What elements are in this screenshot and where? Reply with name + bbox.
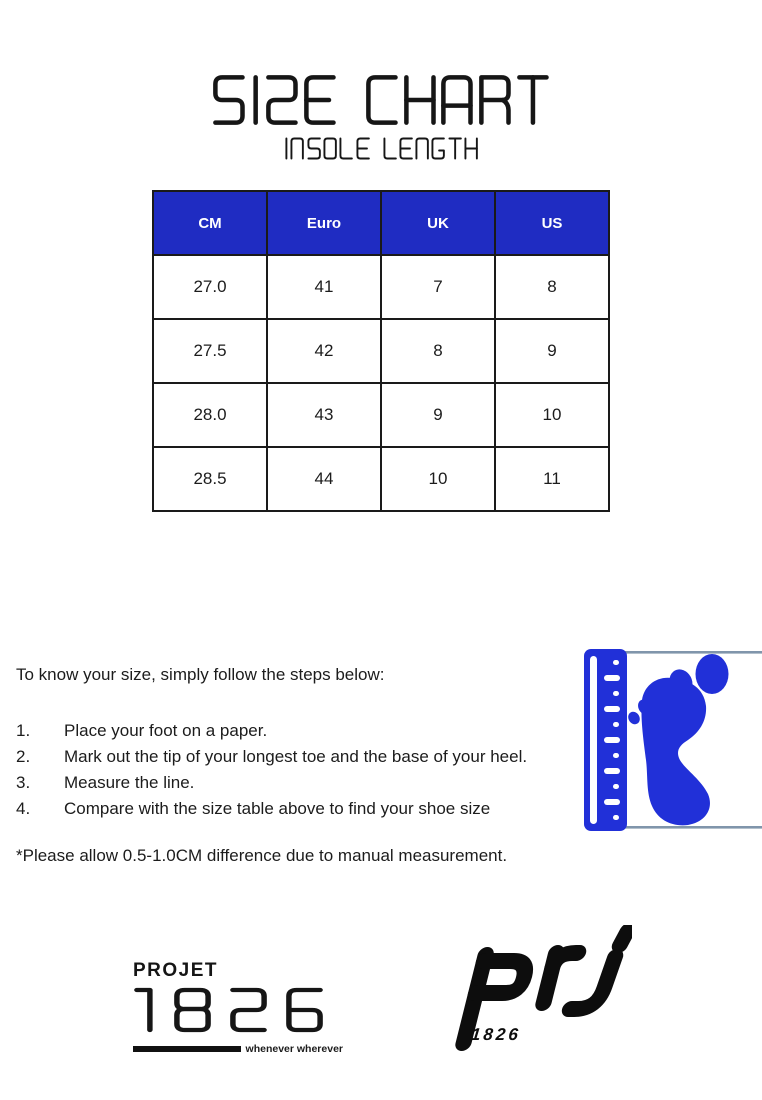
size-cell: 28.0 [153,383,267,447]
prj-logo [447,925,632,1055]
projet-logo-bottom [133,1043,343,1055]
table-row [153,319,609,383]
size-cell: 43 [267,383,381,447]
step-list [16,718,582,822]
column-header-uk: UK [381,191,495,255]
step-item [16,718,582,744]
projet-number [133,987,343,1033]
frame-top-line [624,651,762,654]
size-cell: 41 [267,255,381,319]
column-header-euro: Euro [267,191,381,255]
column-header-cm: CM [153,191,267,255]
page-title [0,74,762,126]
frame-bottom-line [624,826,762,829]
table-row [153,255,609,319]
step-number: 1. [16,721,31,740]
size-cell: 27.5 [153,319,267,383]
footprint-icon [626,654,729,825]
step-text: Place your foot on a paper. [64,721,268,740]
prj-number: 1826 [470,1025,522,1044]
size-cell: 44 [267,447,381,511]
page-subtitle [0,137,762,160]
step-item [16,796,582,822]
step-text: Mark out the tip of your longest toe and the base of your heel. [64,747,528,766]
size-cell: 11 [495,447,609,511]
size-cell: 8 [495,255,609,319]
projet-tagline: whenever wherever [245,1043,343,1055]
size-cell: 28.5 [153,447,267,511]
size-cell: 27.0 [153,255,267,319]
size-cell: 7 [381,255,495,319]
size-table [152,190,610,512]
step-text: Compare with the size table above to find your shoe size [64,799,491,818]
size-cell: 8 [381,319,495,383]
step-item [16,744,582,770]
size-table-header-row [153,191,609,255]
size-cell: 42 [267,319,381,383]
step-number: 2. [16,747,31,766]
step-item [16,770,582,796]
ruler-icon [584,649,627,831]
projet-divider-bar [133,1046,241,1052]
size-cell: 9 [495,319,609,383]
projet-logo [133,960,343,1055]
column-header-us: US [495,191,609,255]
step-number: 4. [16,799,31,818]
measurement-note: *Please allow 0.5-1.0CM difference due to manual measurement. [16,846,508,865]
table-row [153,383,609,447]
size-cell: 10 [495,383,609,447]
size-cell: 9 [381,383,495,447]
size-cell: 10 [381,447,495,511]
instructions-section [16,662,582,822]
projet-brand-text: PROJET [133,960,219,981]
instructions-intro: To know your size, simply follow the steps below: [16,665,385,684]
table-row [153,447,609,511]
step-number: 3. [16,773,31,792]
step-text: Measure the line. [64,773,195,792]
foot-ruler-icon [584,648,762,832]
